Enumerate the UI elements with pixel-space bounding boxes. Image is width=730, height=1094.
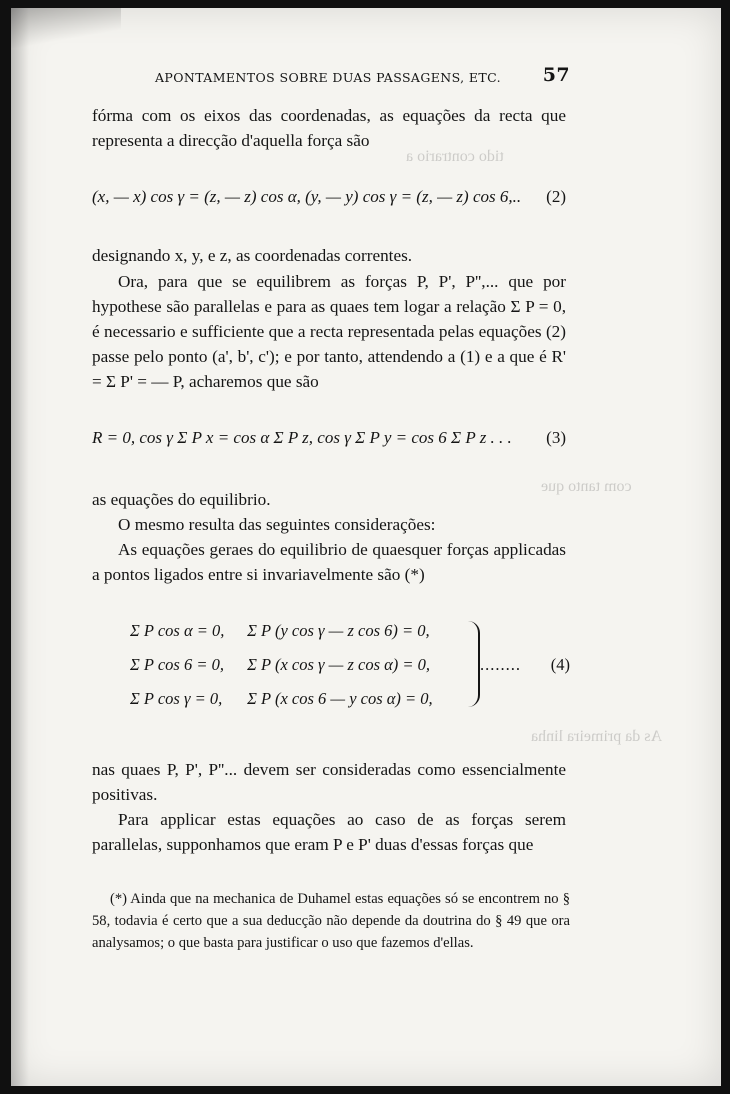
equation-number: (3): [546, 428, 566, 447]
bleed-through-text: As da primeira linha: [531, 728, 663, 745]
leader-dots: ........: [480, 655, 521, 674]
paragraph: [92, 807, 566, 857]
page-number: 57: [542, 64, 570, 86]
equation-number: (4): [550, 655, 570, 674]
paragraph: [92, 512, 566, 537]
bleed-through-text: tido contrario a: [406, 148, 504, 165]
system-row: [130, 689, 433, 709]
equation-number: (2): [546, 187, 566, 206]
paragraph: [92, 537, 566, 587]
paragraph-text: designando x, y, e z, as coordenadas correntes.: [92, 246, 413, 265]
footnote: [92, 888, 570, 954]
system-left: Σ P cos γ = 0,: [130, 689, 223, 708]
paragraph-text: Ora, para que se equilibrem as forças P, P', P'',... que por hypothese são parallelas e para as quaes tem logar a relação Σ P = 0, é necessario e sufficiente que a recta representada pelas equações (2) passe pelo ponto (a', b', c'); e por tanto, attendendo a (1) e a que é R' = Σ P' = — P, acharemos que são: [92, 272, 566, 391]
right-brace: [466, 621, 480, 707]
system-row: [130, 655, 430, 675]
system-right: Σ P (x cos γ — z cos α) = 0,: [247, 655, 431, 674]
paragraph: [92, 243, 566, 268]
paragraph-text: nas quaes P, P', P''... devem ser consideradas como essencialmente positivas.: [92, 760, 566, 804]
system-row: [130, 621, 430, 641]
paragraph-text: As equações geraes do equilibrio de quaesquer forças applicadas a pontos ligados entre si invariavelmente são (*): [92, 540, 566, 584]
footnote-text: (*) Ainda que na mechanica de Duhamel estas equações só se encontrem no § 58, todavia é certo que a sua deducção não depende da doutrina do § 49 que ora analysamos; o que basta para justificar o uso que fazemos d'ellas.: [92, 891, 570, 951]
bleed-through-text: com tanto que: [541, 478, 632, 495]
paragraph-text: O mesmo resulta das seguintes considerações:: [118, 515, 436, 534]
paragraph-text: as equações do equilibrio.: [92, 490, 271, 509]
equation-text: R = 0, cos γ Σ P x = cos α Σ P z, cos γ Σ P y = cos 6 Σ P z . . .: [92, 428, 512, 447]
paragraph: [92, 103, 566, 153]
page-gutter-shadow: [11, 8, 29, 1086]
system-right: Σ P (x cos 6 — y cos α) = 0,: [247, 689, 433, 708]
paragraph-text: fórma com os eixos das coordenadas, as equações da recta que representa a direcção d'aquella força são: [92, 106, 566, 150]
equation-system-4: [130, 617, 570, 712]
paragraph: [92, 757, 566, 807]
paragraph: [92, 269, 566, 394]
system-right: Σ P (y cos γ — z cos 6) = 0,: [247, 621, 430, 640]
system-left: Σ P cos 6 = 0,: [130, 655, 224, 674]
paragraph: [92, 487, 566, 512]
paragraph-text: Para applicar estas equações ao caso de as forças serem parallelas, supponhamos que eram P e P' duas d'essas forças que: [92, 810, 566, 854]
equation-2: [92, 187, 566, 207]
system-left: Σ P cos α = 0,: [130, 621, 225, 640]
running-title: APONTAMENTOS SOBRE DUAS PASSAGENS, ETC.: [155, 70, 502, 85]
equation-text: (x, — x) cos γ = (z, — z) cos α, (y, — y) cos γ = (z, — z) cos 6,..: [92, 187, 522, 206]
equation-3: [92, 428, 566, 448]
